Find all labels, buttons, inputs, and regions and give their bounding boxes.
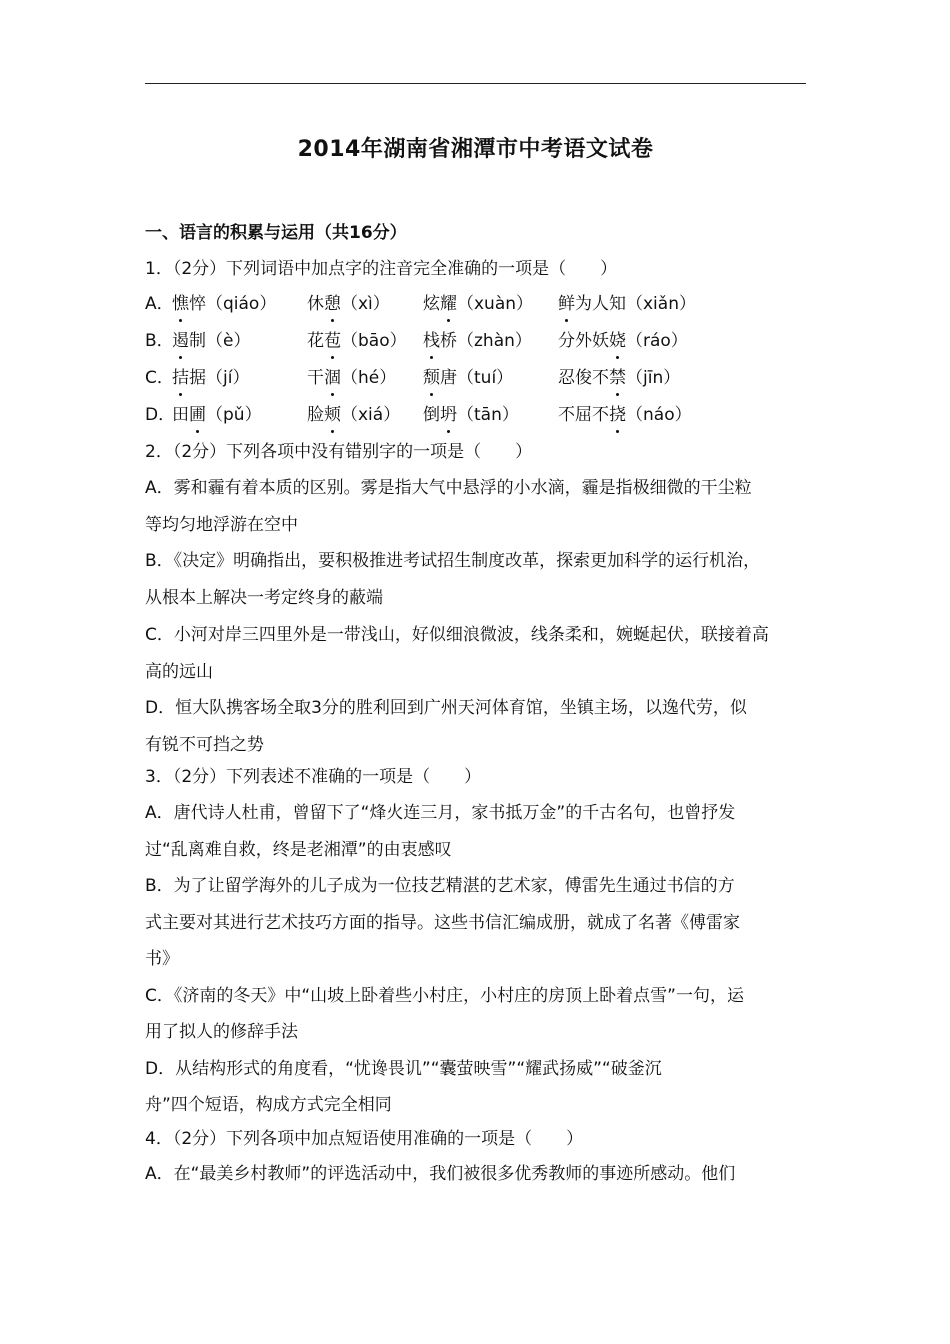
emphasis-char: 禁 — [609, 368, 626, 388]
option-label: C． — [145, 368, 174, 388]
option-item: 颓唐（tuí） — [423, 368, 514, 388]
option-label: D． — [145, 405, 176, 425]
emphasis-char: 憔 — [172, 294, 189, 314]
emphasis-char: 憩 — [324, 294, 341, 314]
q3-option-line: D．从结构形式的角度看，“忧谗畏讥”“囊萤映雪”“耀武扬威”“破釜沉 — [145, 1058, 662, 1079]
option-label: B． — [145, 331, 174, 351]
q3-option-line: 用了拟人的修辞手法 — [145, 1022, 298, 1042]
q2-option-line: 从根本上解决一考定终身的蔽端 — [145, 588, 383, 609]
q3-option-line: A．唐代诗人杜甫，曾留下了“烽火连三月，家书抵万金”的千古名句，也曾抒发 — [145, 803, 736, 823]
emphasis-char: 遏 — [172, 331, 189, 351]
emphasis-char: 涸 — [324, 368, 341, 388]
option-item: 遏制（è） — [172, 331, 251, 351]
option-item: 干涸（hé） — [307, 368, 397, 388]
q4-stem: 4．（2分）下列各项中加点短语使用准确的一项是（ ） — [145, 1129, 584, 1149]
q3-stem: 3．（2分）下列表述不准确的一项是（ ） — [145, 767, 482, 787]
q3-option-line: 书》 — [145, 949, 179, 969]
option-item: 忍俊不禁（jīn） — [558, 368, 681, 388]
q2-option-line: D．恒大队携客场全取3分的胜利回到广州天河体育馆，坐镇主场，以逸代劳，似 — [145, 698, 747, 719]
option-item: 不屈不挠（náo） — [558, 405, 692, 425]
option-item: 田圃（pǔ） — [172, 405, 262, 425]
header-rule — [145, 83, 806, 84]
emphasis-char: 苞 — [324, 331, 341, 351]
emphasis-char: 圃 — [189, 405, 206, 425]
emphasis-char: 拮 — [172, 368, 189, 388]
option-item: 鲜为人知（xiǎn） — [558, 294, 696, 314]
q2-option-line: 高的远山 — [145, 661, 213, 682]
option-item: 憔悴（qiáo） — [172, 294, 277, 314]
option-item: 炫耀（xuàn） — [423, 294, 534, 314]
q2-option-line: A．雾和霾有着本质的区别。雾是指大气中悬浮的小水滴，霾是指极细微的干尘粒 — [145, 478, 752, 498]
page-title: 2014年湖南省湘潭市中考语文试卷 — [297, 137, 654, 162]
q1-stem: 1．（2分）下列词语中加点字的注音完全准确的一项是（ ） — [145, 259, 618, 279]
emphasis-char: 挠 — [609, 405, 626, 425]
emphasis-char: 娆 — [609, 331, 626, 351]
option-label: A． — [145, 294, 174, 314]
q4-option-line: A．在“最美乡村教师”的评选活动中，我们被很多优秀教师的事迹所感动。他们 — [145, 1164, 736, 1184]
option-item: 休憩（xì） — [307, 294, 390, 314]
q3-option-line: 舟”四个短语，构成方式完全相同 — [145, 1095, 392, 1115]
option-item: 花苞（bāo） — [307, 331, 407, 351]
q3-option-line: C．《济南的冬天》中“山坡上卧着些小村庄，小村庄的房顶上卧着点雪”一句，运 — [145, 985, 744, 1006]
q3-option-line: B．为了让留学海外的儿子成为一位技艺精湛的艺术家，傅雷先生通过书信的方 — [145, 876, 735, 896]
emphasis-char: 颓 — [423, 368, 440, 388]
section-heading: 一、语言的积累与运用（共16分） — [145, 223, 407, 243]
q2-stem: 2．（2分）下列各项中没有错别字的一项是（ ） — [145, 442, 533, 462]
q2-option-line: 等均匀地浮游在空中 — [145, 514, 298, 535]
q2-option-line: B．《决定》明确指出，要积极推进考试招生制度改革，探索更加科学的运行机治， — [145, 551, 761, 572]
option-item: 分外妖娆（ráo） — [558, 331, 688, 351]
option-item: 脸颊（xiá） — [307, 405, 401, 425]
option-item: 栈桥（zhàn） — [423, 331, 532, 351]
option-item: 倒坍（tān） — [423, 405, 519, 425]
q2-option-line: 有锐不可挡之势 — [145, 734, 264, 755]
q3-option-line: 式主要对其进行艺术技巧方面的指导。这些书信汇编成册，就成了名著《傅雷家 — [145, 912, 740, 933]
q2-option-line: C．小河对岸三四里外是一带浅山，好似细浪微波，线条柔和，婉蜒起伏，联接着高 — [145, 624, 769, 645]
emphasis-char: 颊 — [324, 405, 341, 425]
emphasis-char: 栈 — [423, 331, 440, 351]
emphasis-char: 鲜 — [558, 294, 575, 314]
emphasis-char: 坍 — [440, 405, 457, 425]
option-item: 拮据（jí） — [172, 368, 250, 388]
q3-option-line: 过“乱离难自救，终是老湘潭”的由衷感叹 — [145, 839, 452, 860]
emphasis-char: 耀 — [440, 294, 457, 314]
